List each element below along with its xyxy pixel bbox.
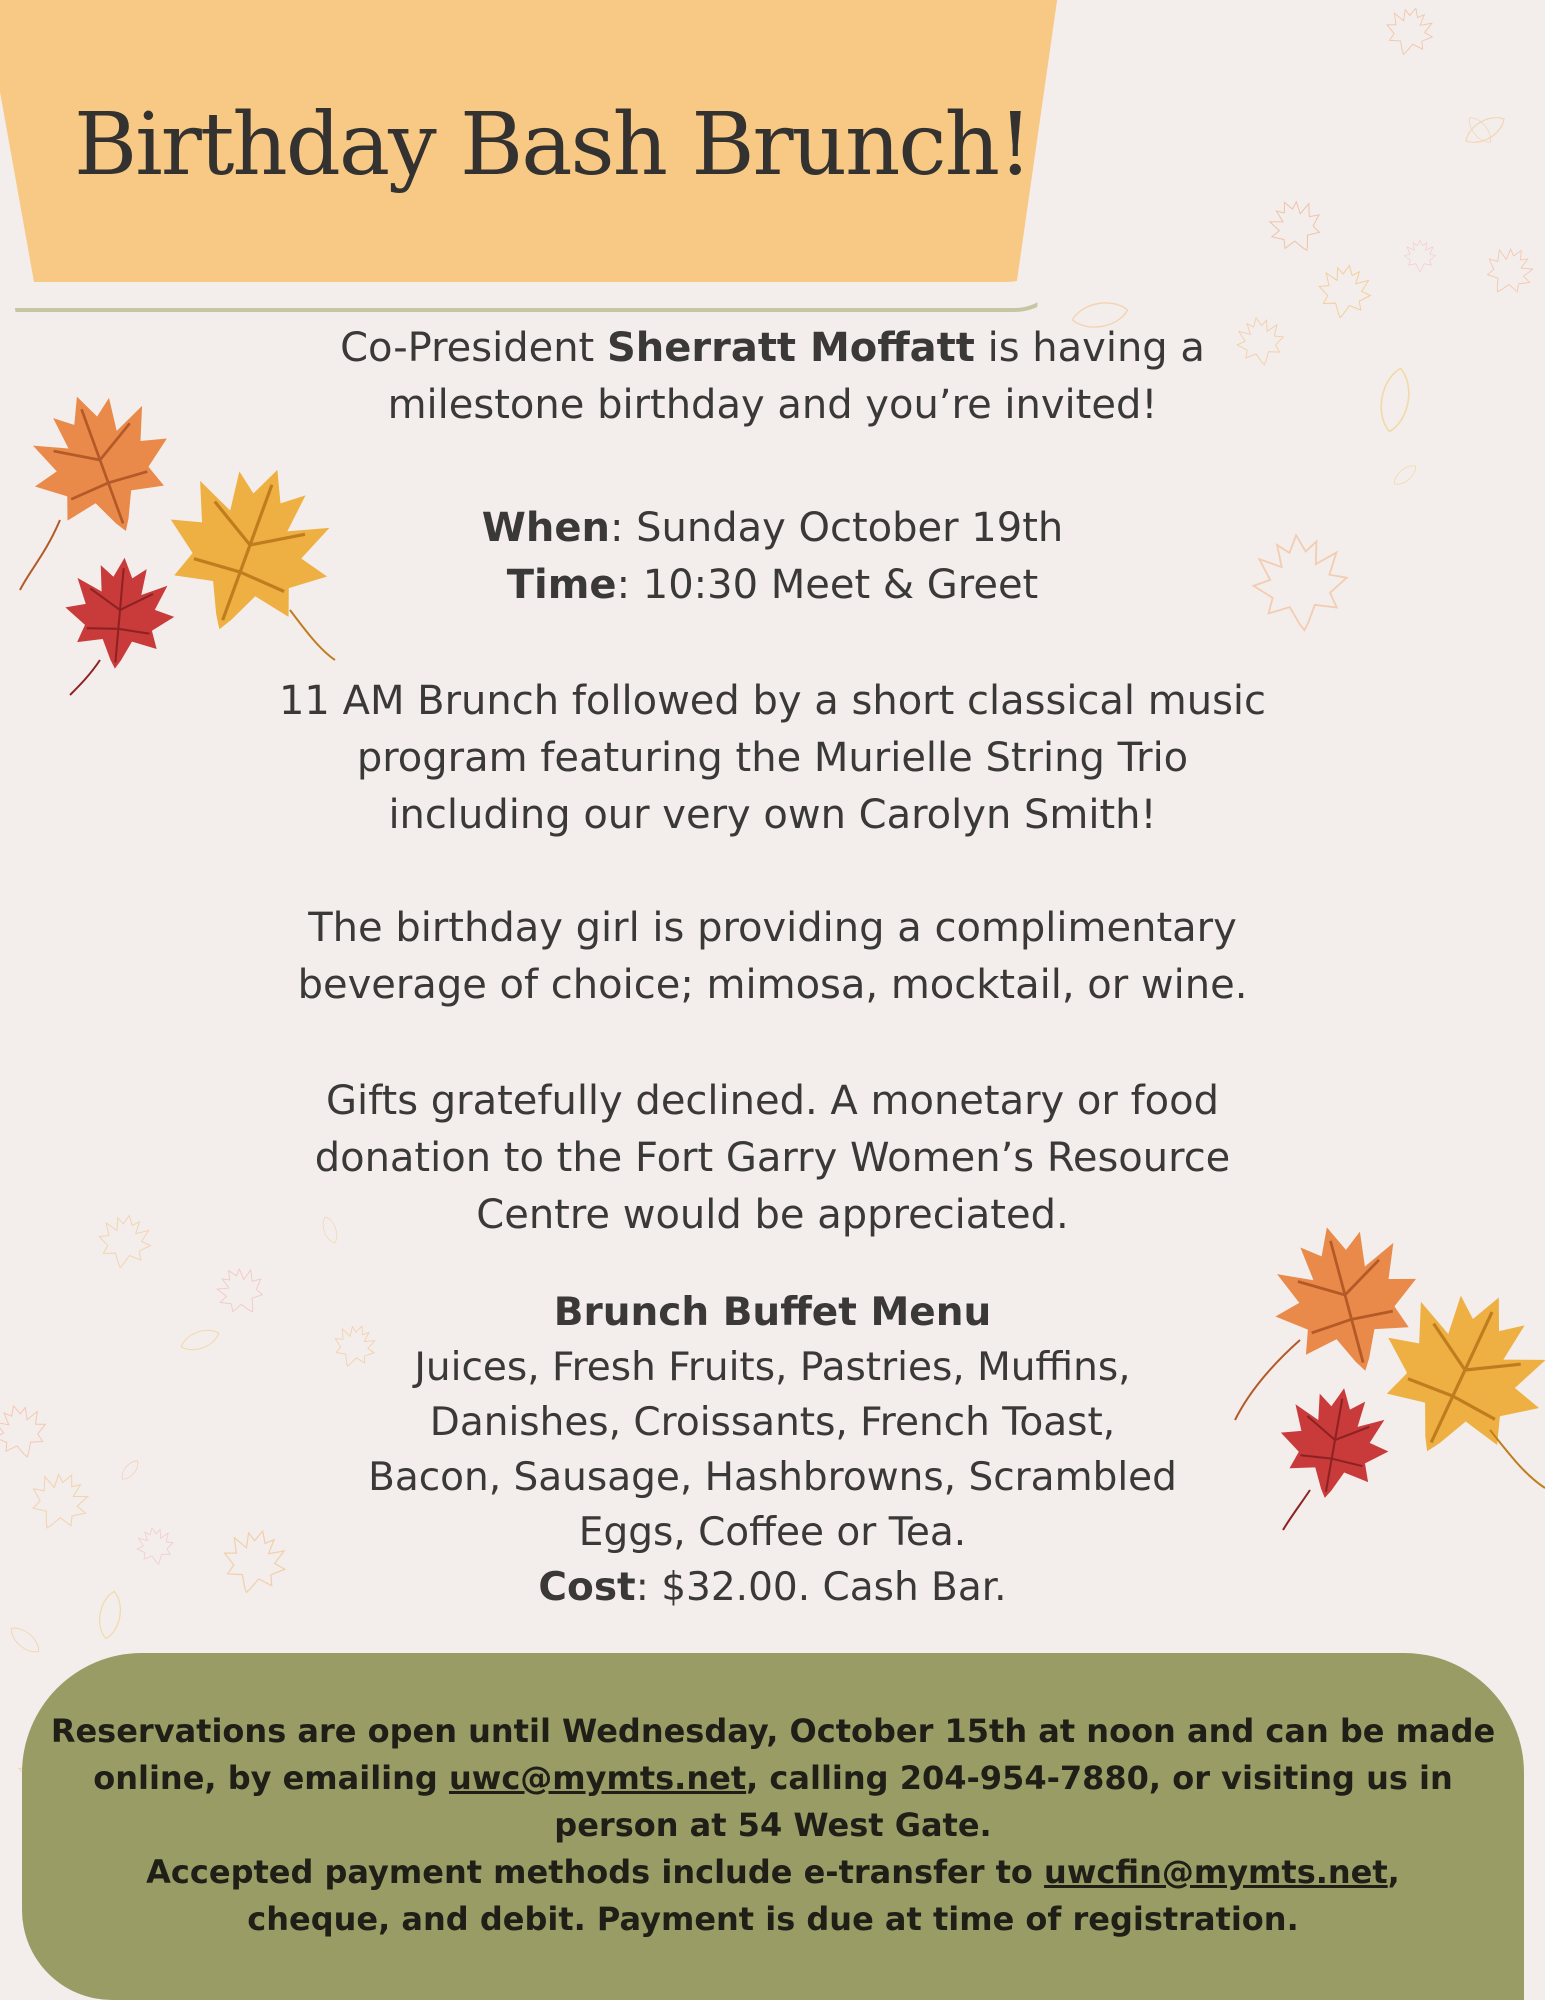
payment-text: Accepted payment methods include e-transfer to (146, 1853, 1045, 1891)
autumn-leaf-outline-icon (96, 1590, 124, 1641)
menu-line: Juices, Fresh Fruits, Pastries, Muffins, (414, 1345, 1131, 1390)
page-title: Birthday Bash Brunch! (74, 95, 1031, 195)
intro-text (230, 320, 1315, 434)
autumn-leaf-outline-icon (21, 1463, 97, 1540)
program-text (230, 673, 1315, 844)
autumn-leaf-outline-icon (134, 1525, 176, 1568)
maple-leaf-icon (60, 553, 178, 673)
program-line: including our very own Carolyn Smith! (388, 792, 1157, 838)
autumn-leaf-outline-icon (1477, 239, 1541, 304)
intro-prefix: Co-President (340, 325, 607, 371)
intro-line-2: milestone birthday and you’re invited! (387, 382, 1158, 428)
time-label: Time (506, 562, 617, 608)
autumn-leaf-outline-icon (6, 1623, 43, 1658)
cost-value: : $32.00. Cash Bar. (635, 1565, 1007, 1610)
reservation-text: , calling 204-954-7880, or visiting us in (746, 1759, 1453, 1797)
gifts-line: Centre would be appreciated. (476, 1192, 1069, 1238)
autumn-leaf-outline-icon (1376, 366, 1413, 434)
gifts-line: donation to the Fort Garry Women’s Resource (314, 1135, 1231, 1181)
when-label: When (481, 505, 610, 551)
intro-suffix: is having a (974, 325, 1205, 371)
menu-line: Bacon, Sausage, Hashbrowns, Scrambled (368, 1455, 1177, 1500)
autumn-leaf-outline-icon (1404, 240, 1435, 272)
menu-line: Danishes, Croissants, French Toast, (429, 1400, 1116, 1445)
reservation-text: online, by emailing (93, 1759, 449, 1797)
autumn-leaf-outline-icon (1261, 191, 1331, 261)
event-details (230, 500, 1315, 614)
autumn-leaf-outline-icon (1465, 114, 1496, 147)
menu-heading: Brunch Buffet Menu (553, 1290, 992, 1335)
menu-line: Eggs, Coffee or Tea. (578, 1510, 967, 1555)
autumn-leaf-outline-icon (178, 1325, 221, 1354)
email-link[interactable]: uwc@mymts.net (448, 1759, 747, 1797)
honoree-name: Sherratt Moffatt (606, 325, 975, 371)
program-line: program featuring the Murielle String Trio (356, 735, 1189, 781)
autumn-leaf-outline-icon (95, 1211, 155, 1272)
autumn-leaf-outline-icon (1461, 111, 1508, 149)
cost-label: Cost (538, 1565, 636, 1610)
payment-email-link[interactable]: uwcfin@mymts.net (1044, 1853, 1388, 1891)
payment-text: , (1387, 1853, 1400, 1891)
gifts-text (230, 1073, 1315, 1244)
gifts-line: Gifts gratefully declined. A monetary or food (326, 1078, 1219, 1124)
reservation-line: Reservations are open until Wednesday, October 15th at noon and can be made (50, 1712, 1496, 1750)
maple-leaf-icon (11, 373, 192, 555)
maple-leaf-icon (1352, 1262, 1545, 1486)
beverage-line: beverage of choice; mimosa, mocktail, or wine. (297, 962, 1248, 1008)
payment-line: cheque, and debit. Payment is due at time of registration. (247, 1900, 1299, 1938)
reservation-line: person at 54 West Gate. (554, 1806, 992, 1844)
autumn-leaf-outline-icon (0, 1399, 52, 1464)
time-value: : 10:30 Meet & Greet (616, 562, 1039, 608)
beverage-text (230, 900, 1315, 1014)
program-line: 11 AM Brunch followed by a short classical music (278, 678, 1267, 724)
autumn-leaf-outline-icon (1315, 261, 1375, 322)
beverage-line: The birthday girl is providing a complimentary (308, 905, 1237, 951)
autumn-leaf-outline-icon (1381, 2, 1439, 60)
autumn-leaf-outline-icon (1391, 462, 1420, 489)
brunch-menu (230, 1285, 1315, 1615)
when-value: : Sunday October 19th (609, 505, 1064, 551)
autumn-leaf-outline-icon (118, 1458, 141, 1483)
reservation-panel (22, 1653, 1524, 2000)
